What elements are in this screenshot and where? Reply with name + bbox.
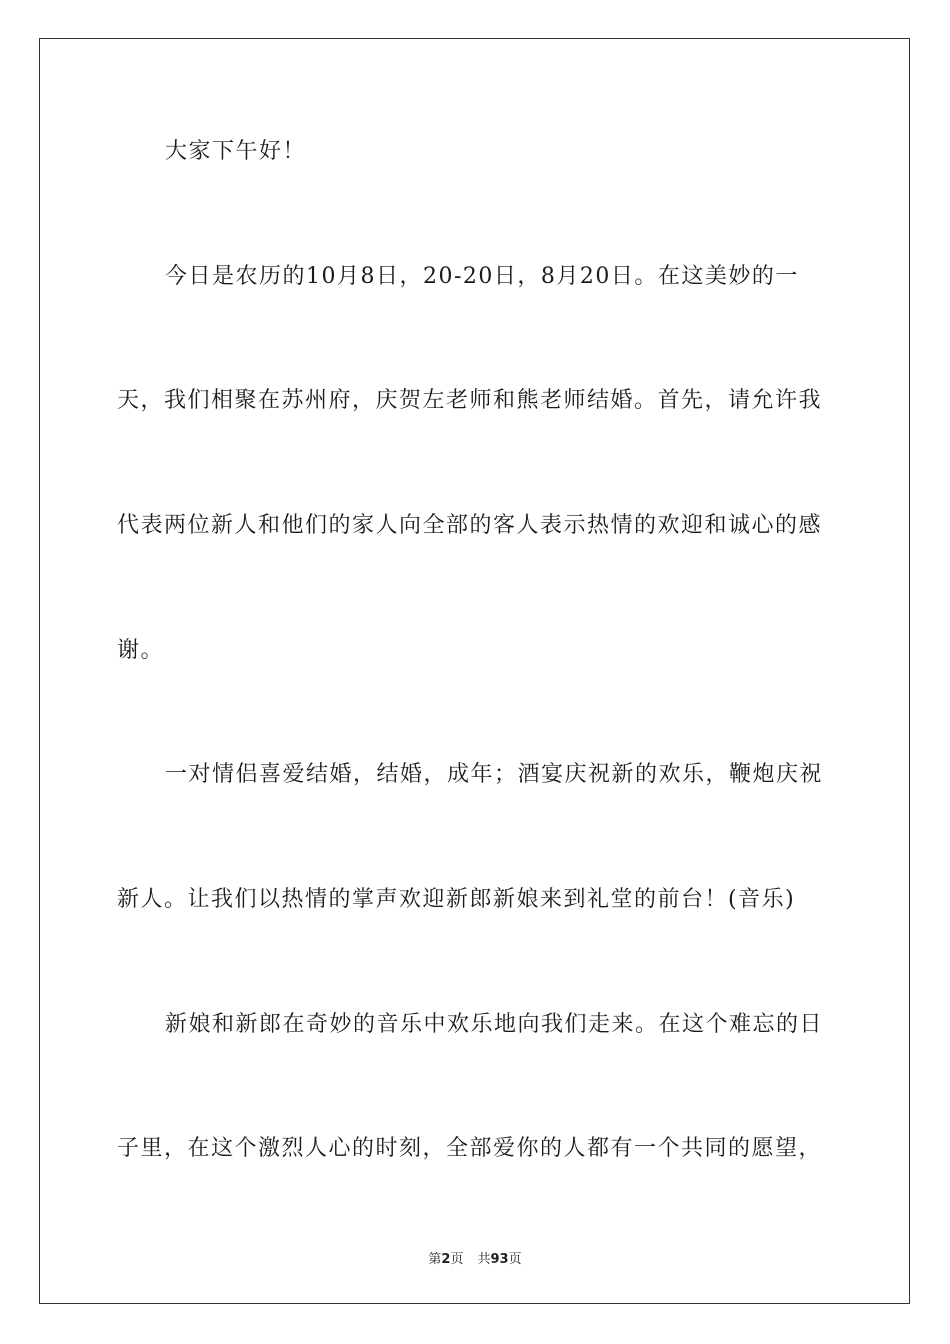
total-pages: 93 [490, 1252, 509, 1267]
total-prefix: 共 [477, 1252, 491, 1267]
text-line: 新娘和新郎在奇妙的音乐中欢乐地向我们走来。在这个难忘的日 [165, 1012, 824, 1037]
text-line: 天，我们相聚在苏州府，庆贺左老师和熊老师结婚。首先，请允许我 [117, 388, 823, 413]
text-line: 谢。 [117, 638, 165, 663]
page-footer [0, 1248, 950, 1267]
text-line: 代表两位新人和他们的家人向全部的客人表示热情的欢迎和诚心的感 [117, 513, 823, 538]
text-line: 今日是农历的10月8日，20-20日，8月20日。在这美妙的一 [165, 264, 799, 289]
page-prefix: 第 [428, 1252, 442, 1267]
page-number: 2 [441, 1252, 451, 1267]
page-border [39, 38, 910, 1304]
page-suffix: 页 [450, 1252, 464, 1267]
text-line: 一对情侣喜爱结婚，结婚，成年；酒宴庆祝新的欢乐，鞭炮庆祝 [165, 762, 824, 787]
text-line: 大家下午好！ [165, 139, 307, 164]
text-line: 新人。让我们以热情的掌声欢迎新郎新娘来到礼堂的前台！(音乐) [117, 887, 796, 912]
total-suffix: 页 [508, 1252, 522, 1267]
text-line: 子里，在这个激烈人心的时刻，全部爱你的人都有一个共同的愿望， [117, 1136, 823, 1161]
